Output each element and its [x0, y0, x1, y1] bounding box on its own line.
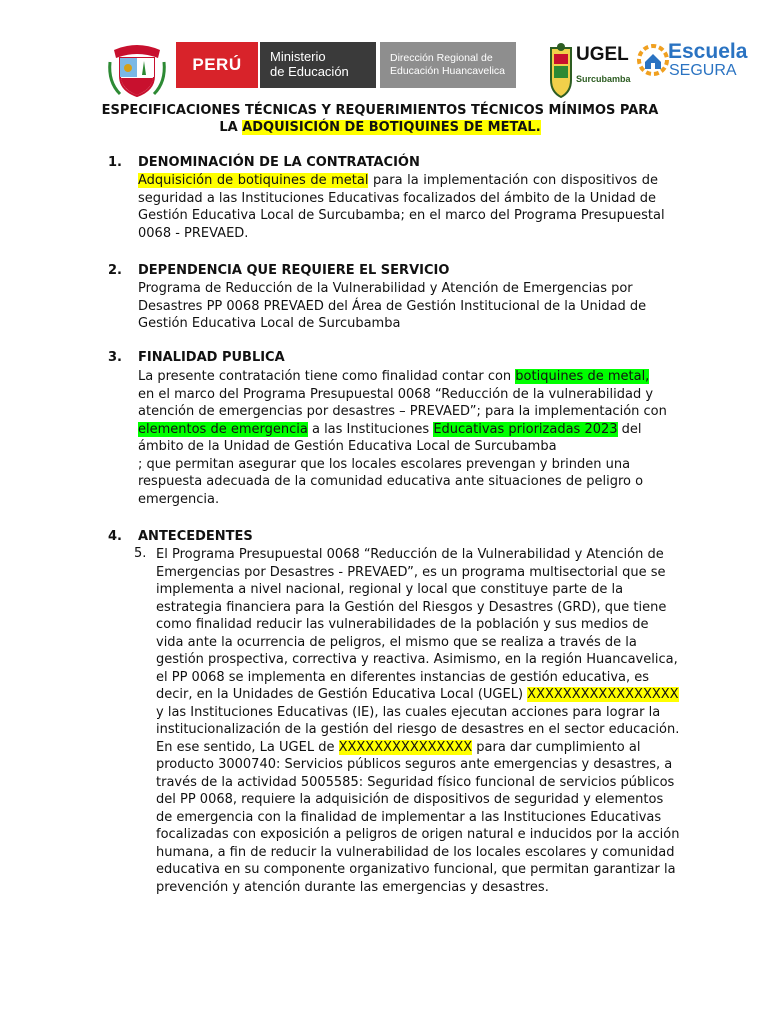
section-3-line3: atención de emergencias por desastres – PREVAED”; para la implementación con [138, 404, 667, 419]
section-4-line10: y las Instituciones Educativas (IE), las cuales ejecutan acciones para lograr la [156, 704, 661, 720]
dre-line2: Educación Huancavelica [390, 65, 505, 77]
section-2-heading: DEPENDENCIA QUE REQUIERE EL SERVICIO [138, 263, 450, 278]
section-4-line12-pre: En ese sentido, La UGEL de [156, 739, 339, 755]
ugel-label: UGEL [576, 44, 629, 65]
section-4-line19: educativa en su componente organizativo funcional, que permitan garantizar la [156, 862, 676, 877]
section-4-line18: humana, a fin de reducir la vulnerabilidad de los locales escolares y comunidad [156, 844, 675, 860]
section-4-line15: del PP 0068, requiere la adquisición de dispositivos de seguridad y elementos [156, 792, 664, 807]
section-1-line1-rest: para la implementación con dispositivos de [368, 173, 658, 188]
section-4-line20: prevención y atención durante las emergencias y desastres. [156, 879, 549, 895]
section-2-line1: Programa de Reducción de la Vulnerabilidad y Atención de Emergencias por [138, 281, 633, 296]
section-3-line4-post: del [617, 421, 642, 437]
section-4-line9-pre: decir, en la Unidades de Gestión Educativa Local (UGEL) [156, 687, 528, 702]
section-4-line7: gestión prospectiva, correctiva y reactiva. Asimismo, en la región Huancavelica, [156, 652, 678, 667]
section-4-line11: institucionalización de la gestión del riesgo de desastres en el sector educación. [156, 722, 680, 737]
section-3-line2: en el marco del Programa Presupuestal 0068 “Reducción de la vulnerabilidad y [138, 386, 654, 402]
section-2-number: 2. [108, 263, 122, 278]
section-3-body [138, 368, 667, 508]
section-1-number: 1. [108, 155, 122, 170]
section-1-highlight: Adquisición de botiquines de metal [138, 173, 369, 188]
section-1-heading: DENOMINACIÓN DE LA CONTRATACIÓN [138, 155, 420, 170]
minedu-line2: de Educación [270, 64, 349, 79]
section-4-line12 [156, 739, 658, 757]
peru-coat-of-arms-icon [106, 42, 168, 98]
section-3-number: 3. [108, 350, 122, 365]
section-4-line14: través de la actividad 5005585: Seguridad físico funcional de servicios públicos [156, 774, 675, 790]
section-2-line2: Desastres PP 0068 PREVAED del Área de Gestión Institucional de la Unidad de [138, 298, 647, 314]
section-2-line3: Gestión Educativa Local de Surcubamba [138, 316, 401, 331]
ministerio-educacion-box [260, 42, 376, 88]
direccion-regional-box [380, 42, 516, 88]
section-4-line4: estrategia financiera para la Gestión del Riesgos y Desastres (GRD), que tiene [156, 599, 667, 615]
minedu-line1: Ministerio [270, 49, 326, 64]
section-3-heading: FINALIDAD PUBLICA [138, 350, 285, 365]
section-4-line12-post: para dar cumplimiento al [472, 739, 641, 755]
section-4-heading: ANTECEDENTES [138, 529, 253, 544]
section-3-line1 [138, 368, 658, 386]
section-4-sub-number: 5. [134, 546, 147, 561]
document-header [0, 0, 768, 100]
section-4-line2: Emergencias por Desastres - PREVAED”, es un programa multisectorial que se [156, 564, 666, 580]
segura-label: SEGURA [669, 62, 737, 79]
section-3-line1-pre: La presente contratación tiene como finalidad contar con [138, 369, 516, 384]
section-1-line3: Gestión Educativa Local de Surcubamba; en el marco del Programa Presupuestal [138, 208, 665, 223]
section-3-line4 [138, 421, 658, 439]
dre-line1: Dirección Regional de [390, 52, 493, 64]
title-line2-prefix: LA [219, 120, 243, 135]
peru-label-box [176, 42, 258, 88]
escuela-label: Escuela [668, 40, 748, 63]
section-3-highlight-educativas: Educativas priorizadas 2023 [433, 421, 618, 437]
section-3-highlight-botiquines: botiquines de metal, [515, 369, 650, 384]
section-3-line7: respuesta adecuada de la comunidad educativa ante situaciones de peligro o [138, 474, 644, 489]
escuela-segura-logo [636, 40, 748, 84]
gear-house-icon [636, 42, 670, 78]
ugel-sub-label: Surcubamba [576, 74, 631, 84]
section-3-highlight-elementos: elementos de emergencia [138, 421, 308, 437]
section-3-line4-mid: a las Instituciones [307, 421, 434, 437]
section-3-line8: emergencia. [138, 491, 220, 507]
section-4-line13: producto 3000740: Servicios públicos seguros ante emergencias y desastres, a [156, 757, 673, 772]
section-4-line5: como finalidad reducir las vulnerabilidades de la población y sus medios de [156, 617, 649, 632]
section-4-line9 [156, 686, 679, 704]
section-2-body [138, 280, 658, 333]
section-4-body [156, 546, 680, 896]
section-1-line4: 0068 - PREVAED. [138, 225, 249, 241]
title-line2 [100, 119, 660, 136]
section-4-line17: focalizadas con exposición a peligros de origen natural e inducidos por la acción [156, 827, 680, 842]
section-4-number: 4. [108, 529, 122, 544]
ugel-logo [548, 40, 631, 100]
title-line1: ESPECIFICACIONES TÉCNICAS Y REQUERIMIENTOS TÉCNICOS MÍNIMOS PARA [101, 103, 659, 118]
section-4-ugel-name-placeholder: XXXXXXXXXXXXXXX [338, 739, 473, 755]
section-4-line3: implementa a nivel nacional, regional y local que constituye parte de la [156, 582, 624, 597]
section-1-body [138, 172, 665, 242]
title-line2-highlight: ADQUISICIÓN DE BOTIQUINES DE METAL. [242, 120, 541, 135]
section-4-ugel-placeholder: XXXXXXXXXXXXXXXXX [527, 687, 679, 702]
section-4-line6: vida ante la ocurrencia de peligros, el mismo que se realiza a través de la [156, 634, 637, 650]
section-4-line16: de emergencia con la finalidad de implementar a las Instituciones Educativas [156, 809, 662, 825]
section-4-line8: el PP 0068 se implementa en diferentes instancias de gestión educativa, es [156, 669, 650, 685]
section-1-line1 [138, 172, 658, 190]
document-title [100, 102, 660, 136]
peru-label: PERÚ [192, 55, 242, 74]
section-3-line6: ; que permitan asegurar que los locales escolares prevengan y brinden una [138, 456, 631, 472]
section-4-line1: El Programa Presupuestal 0068 “Reducción de la Vulnerabilidad y Atención de [156, 547, 664, 562]
section-3-line5: ámbito de la Unidad de Gestión Educativa Local de Surcubamba [138, 439, 557, 454]
ugel-crest-icon [548, 42, 574, 98]
section-1-line2: seguridad a las Instituciones Educativas focalizados del ámbito de la Unidad de [138, 190, 656, 206]
